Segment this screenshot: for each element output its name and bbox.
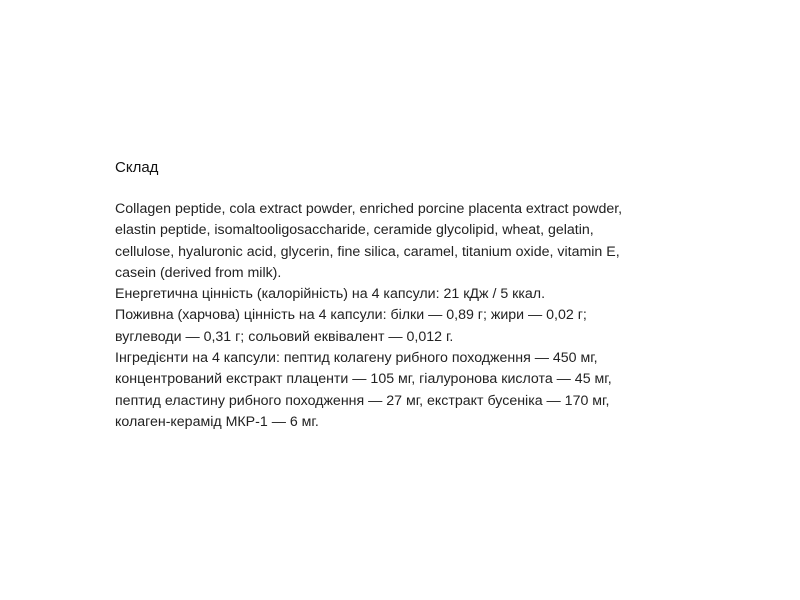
text-line: вуглеводи — 0,31 г; сольовий еквівалент — 0,012 г.: [115, 328, 454, 345]
text-line: cellulose, hyaluronic acid, glycerin, fine silica, caramel, titanium oxide, vitamin E,: [115, 243, 620, 260]
text-line: casein (derived from milk).: [115, 264, 282, 281]
composition-text: [115, 199, 705, 433]
composition-section: [115, 158, 705, 433]
text-line: колаген-керамід МКР-1 — 6 мг.: [115, 413, 319, 430]
text-line: Collagen peptide, cola extract powder, enriched porcine placenta extract powder,: [115, 201, 623, 217]
text-line: Енергетична цінність (калорійність) на 4 капсули: 21 кДж / 5 ккал.: [115, 286, 546, 303]
text-line: концентрований екстракт плаценти — 105 мг, гіалуронова кислота — 45 мг,: [115, 371, 612, 388]
text-line: Інгредієнти на 4 капсули: пептид колагену рибного походження — 450 мг,: [115, 350, 598, 367]
section-title: Склад: [115, 159, 159, 176]
text-line: пептид еластину рибного походження — 27 мг, екстракт бусеніка — 170 мг,: [115, 392, 610, 409]
text-line: Поживна (харчова) цінність на 4 капсули: білки — 0,89 г; жири — 0,02 г;: [115, 307, 587, 324]
text-line: elastin peptide, isomaltooligosaccharide, ceramide glycolipid, wheat, gelatin,: [115, 222, 594, 239]
